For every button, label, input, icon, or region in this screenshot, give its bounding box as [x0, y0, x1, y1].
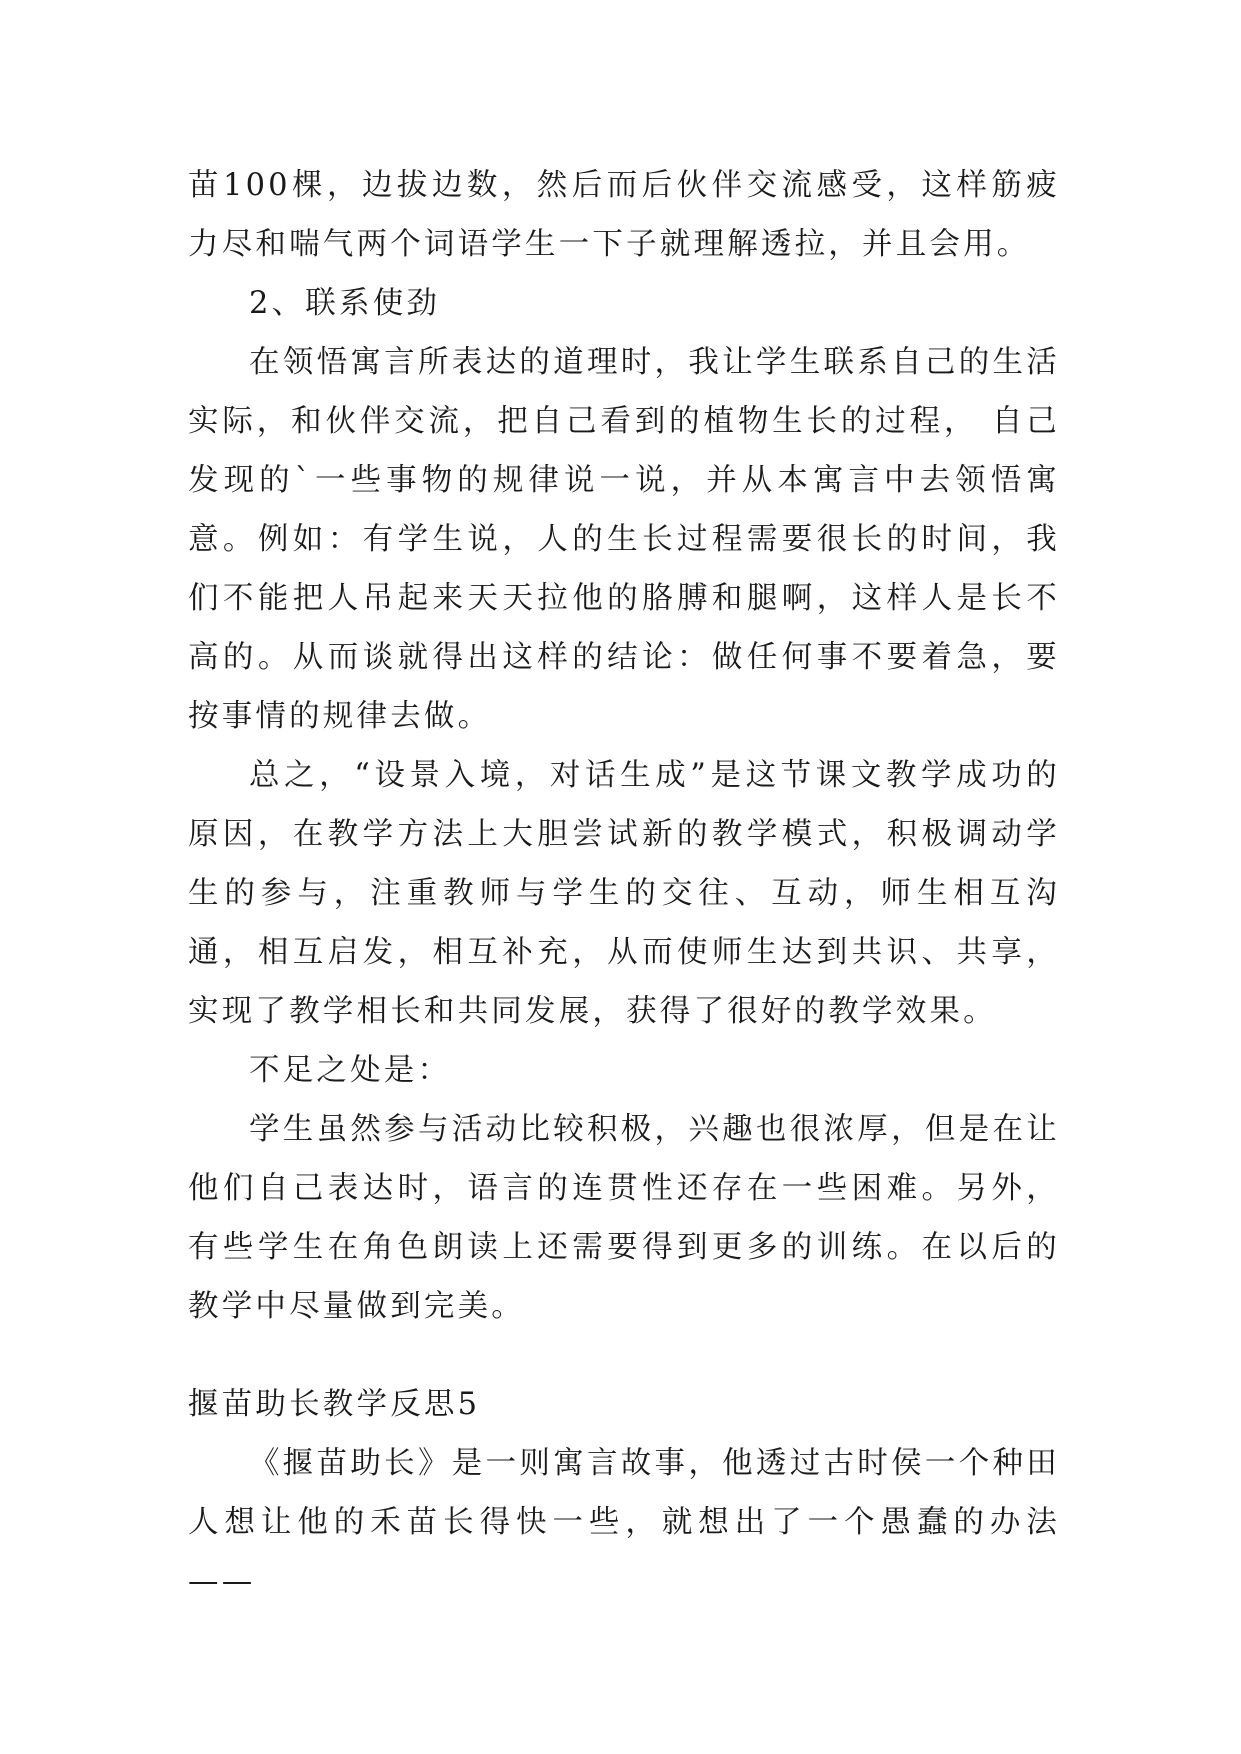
paragraph-intro: 《揠苗助长》是一则寓言故事，他透过古时侯一个种田人想让他的禾苗长得快一些，就想出了一个愚蠢的办法—— — [188, 1446, 1060, 1599]
paragraph-continued: 苗100棵，边拔边数，然后而后伙伴交流感受，这样筋疲力尽和喘气两个词语学生一下子就理解透拉，并且会用。 — [188, 168, 1060, 262]
next-article-section — [188, 1375, 1060, 1611]
article-title: 揠苗助长教学反思5 — [188, 1387, 481, 1422]
paragraph-shortcomings: 学生虽然参与活动比较积极，兴趣也很浓厚，但是在让他们自己表达时，语言的连贯性还存在一些困难。另外，有些学生在角色朗读上还需要得到更多的训练。在以后的教学中尽量做到完美。 — [188, 1112, 1060, 1324]
paragraph-summary: 总之，“设景入境，对话生成”是这节课文教学成功的原因，在教学方法上大胆尝试新的教学模式，积极调动学生的参与，注重教师与学生的交往、互动，师生相互沟通，相互启发，相互补充，从而使师生达到共识、共享，实现了教学相长和共同发展，获得了很好的教学效果。 — [188, 758, 1060, 1029]
body-text-section — [188, 156, 1060, 1336]
paragraph-lesson-meaning: 在领悟寓言所表达的道理时，我让学生联系自己的生活实际，和伙伴交流，把自己看到的植物生长的过程， 自己发现的`一些事物的规律说一说，并从本寓言中去领悟寓意。例如：有学生说，人的生长过程需要很长的时间，我们不能把人吊起来天天拉他的胳膊和腿啊，这样人是长不高的。从而谈就得出这样的结论：做任何事不要着急，要按事情的规律去做。 — [188, 345, 1060, 734]
subheading-point-2: 2、联系使劲 — [249, 286, 441, 321]
shortcomings-heading: 不足之处是： — [249, 1053, 452, 1088]
